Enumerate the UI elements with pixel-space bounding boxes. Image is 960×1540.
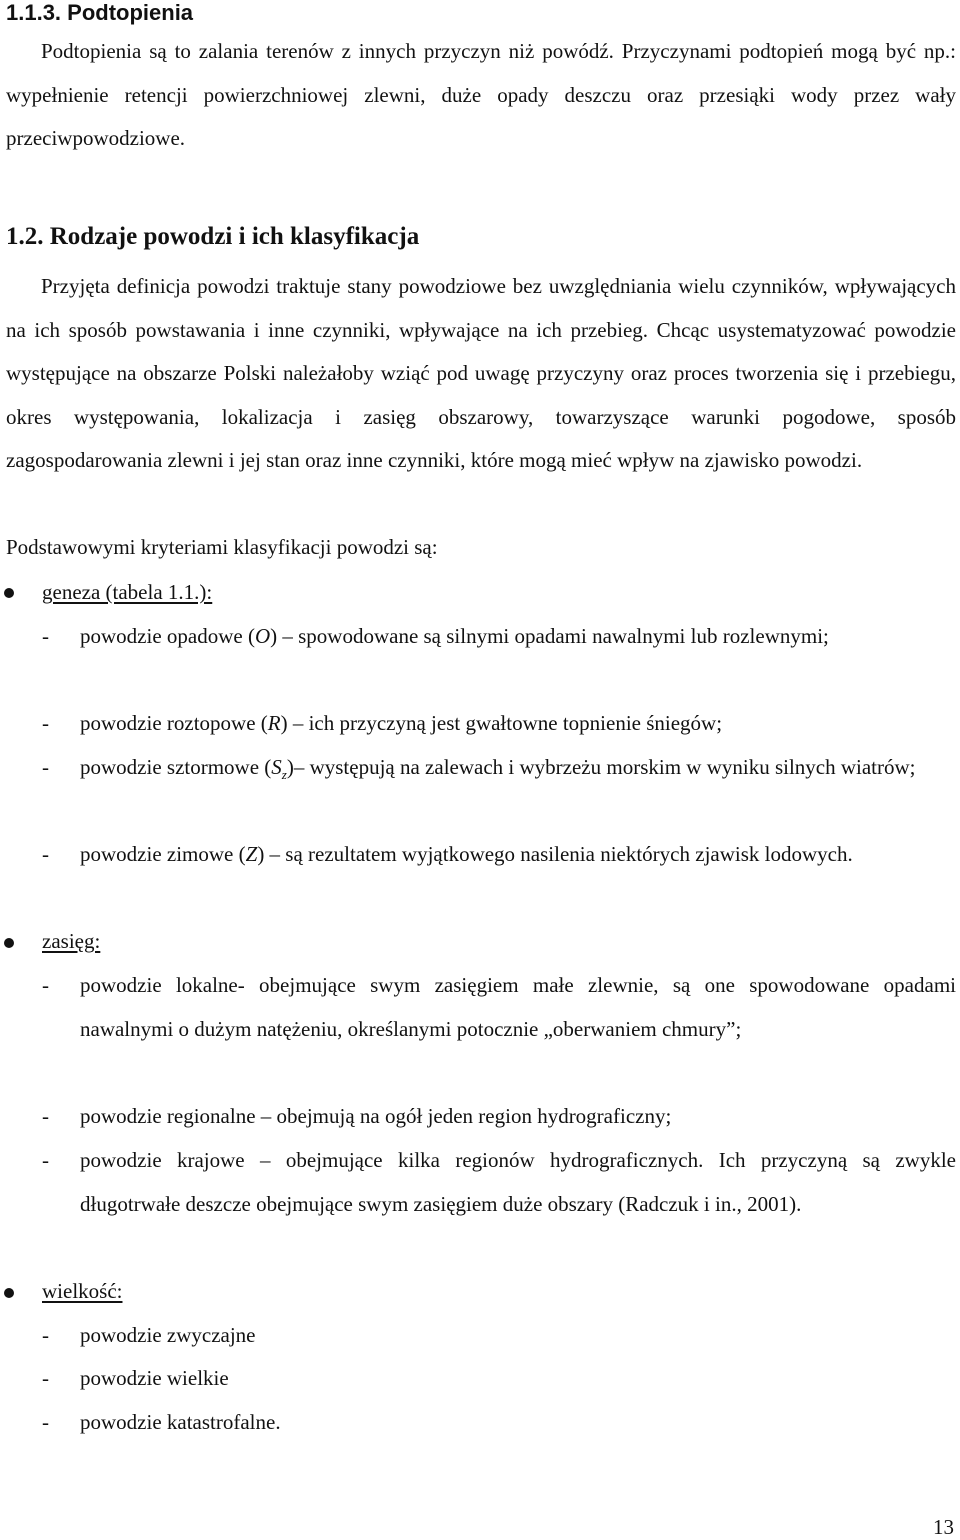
list-item-zwyczajne: powodzie zwyczajne: [80, 1323, 256, 1347]
item-text: ) – spowodowane są silnymi opadami nawalnymi lub rozlewnymi;: [270, 624, 829, 648]
list-item-roztopowe: [80, 702, 956, 746]
item-text: )– występują na zalewach i wybrzeżu morskim w wyniku silnych wiatrów;: [286, 755, 916, 779]
list-item-wielkie: powodzie wielkie: [80, 1366, 229, 1390]
list-item-regionalne: powodzie regionalne – obejmują na ogół jeden region hydrograficzny;: [80, 1104, 672, 1128]
list-item-zimowe: [80, 833, 956, 877]
paragraph-podtopienia: Podtopienia są to zalania terenów z innych przyczyn niż powódź. Przyczynami podtopień mogą być np.: wypełnienie retencji powierzchniowej zlewni, duże opady deszczu oraz przesiąki wody przez wały przeciwpowodziowe.: [6, 39, 956, 151]
item-text: ) – ich przyczyną jest gwałtowne topnienie śniegów;: [280, 711, 723, 735]
item-symbol: O: [254, 624, 271, 648]
bullet-icon: [4, 1288, 14, 1298]
dash-marker: -: [42, 973, 49, 997]
item-symbol: Z: [245, 842, 258, 866]
item-text: powodzie zimowe (: [80, 842, 246, 866]
dash-marker: -: [42, 711, 49, 735]
dash-marker: -: [42, 1104, 49, 1128]
item-text: ) – są rezultatem wyjątkowego nasilenia niektórych zjawisk lodowych.: [257, 842, 853, 866]
item-subscript: z: [281, 767, 287, 783]
list-item-sztormowe: [80, 746, 956, 797]
dash-marker: -: [42, 1410, 49, 1434]
criteria-intro: Podstawowymi kryteriami klasyfikacji powodzi są:: [6, 535, 438, 559]
page-number: 13: [933, 1515, 954, 1539]
dash-marker: -: [42, 842, 49, 866]
dash-marker: -: [42, 624, 49, 648]
list-item-katastrofalne: powodzie katastrofalne.: [80, 1410, 281, 1434]
paragraph-definicja-part1: Przyjęta definicja powodzi traktuje stany powodziowe bez uwzględniania wielu czynników, wpływających na ich sposób powstawania i inne czynniki, wpływające na ich przebieg.: [6, 274, 956, 342]
item-text: powodzie roztopowe (: [80, 711, 268, 735]
paragraph-definicja: [6, 265, 956, 483]
dash-marker: -: [42, 1366, 49, 1390]
criterion-wielkosc-label: wielkość:: [42, 1279, 123, 1303]
item-text: powodzie sztormowe (: [80, 755, 272, 779]
item-symbol: S: [271, 755, 282, 779]
dash-marker: -: [42, 1323, 49, 1347]
criterion-geneza-label: geneza (tabela 1.1.):: [42, 580, 213, 604]
section-heading-podtopienia: 1.1.3. Podtopienia: [6, 0, 194, 25]
list-item-krajowe: powodzie krajowe – obejmujące kilka regionów hydrograficznych. Ich przyczyną są zwykle długotrwałe deszcze obejmujące swym zasięgiem duże obszary (Radczuk i in., 2001).: [80, 1148, 956, 1216]
bullet-icon: [4, 588, 14, 598]
paragraph-definicja-part2: Chcąc usystematyzować powodzie występujące na obszarze Polski należałoby wziąć pod uwagę przyczyny oraz proces tworzenia się i przebiegu, okres występowania, lokalizacja i zasięg obszarowy, towarzyszące warunki pogodowe, sposób zagospodarowania zlewni i jej stan oraz inne czynniki, które mogą mieć wpływ na zjawisko powodzi.: [6, 317, 957, 473]
dash-marker: -: [42, 755, 49, 779]
item-symbol: R: [267, 711, 281, 735]
criterion-zasieg-label: zasięg:: [42, 929, 101, 953]
item-text: powodzie opadowe (: [80, 624, 255, 648]
list-item-lokalne: powodzie lokalne- obejmujące swym zasięgiem małe zlewnie, są one spowodowane opadami nawalnymi o dużym natężeniu, określanymi potocznie „oberwaniem chmury”;: [80, 973, 956, 1041]
dash-marker: -: [42, 1148, 49, 1172]
section-heading-rodzaje-powodzi: 1.2. Rodzaje powodzi i ich klasyfikacja: [6, 223, 420, 250]
list-item-opadowe: [80, 615, 956, 659]
bullet-icon: [4, 938, 14, 948]
